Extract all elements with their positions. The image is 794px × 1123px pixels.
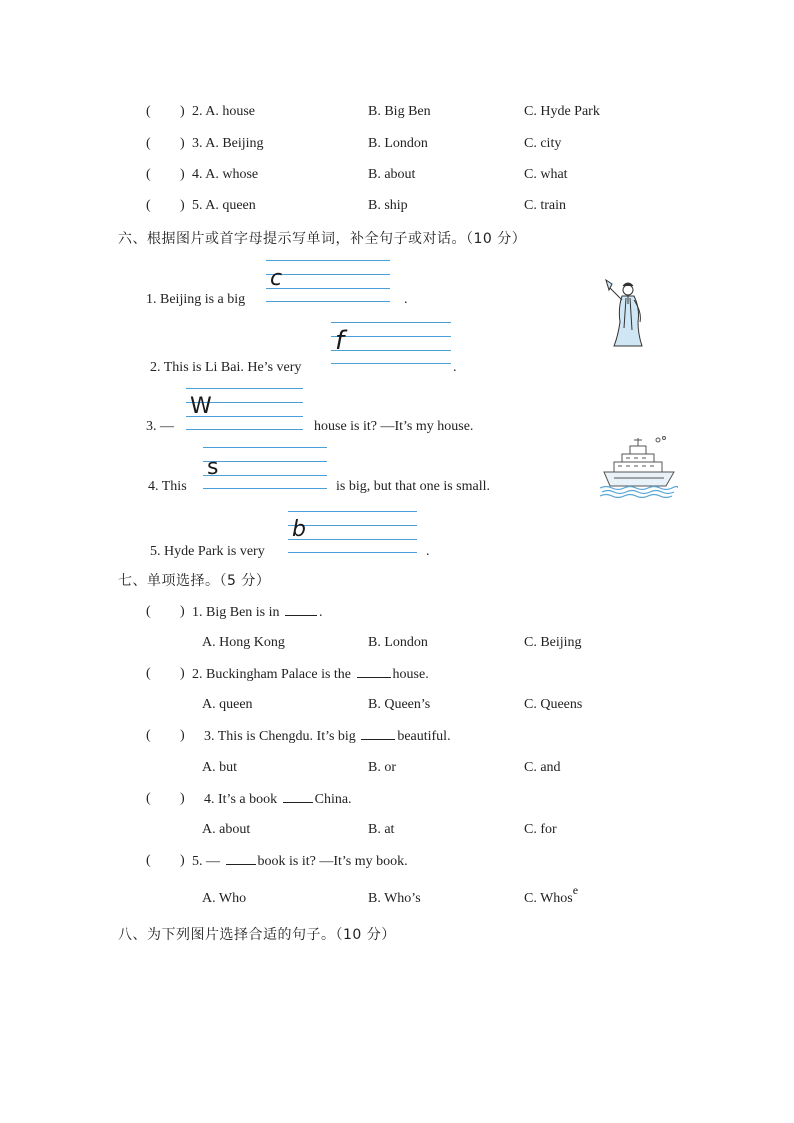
s7-q3-option-b: B. or [368, 760, 396, 775]
section-7-title: 七、单项选择。（5 分） [118, 573, 271, 589]
ship-illustration [600, 436, 678, 498]
s6-item-3-writing-lines[interactable] [186, 388, 303, 430]
s7-q4-option-b: B. at [368, 822, 395, 837]
s7-q2-answer-slot[interactable] [156, 666, 178, 682]
s7-q1-option-c [524, 635, 582, 651]
s7-q2-stem-after: house. [392, 667, 429, 682]
s7-q1-stem-after: . [319, 605, 323, 620]
s6-item-1-after: . [404, 292, 408, 307]
s7-q4-answer-slot[interactable] [156, 791, 178, 807]
s7-q3-stem [204, 728, 451, 745]
s7-q4-blank[interactable] [283, 791, 313, 803]
s7-q5-option-c [524, 883, 579, 907]
s7-q5-option-b: B. Who’s [368, 891, 421, 906]
s5-row-3-option-b: B. London [368, 136, 428, 151]
s7-q3-option-c-text: C. and [524, 760, 561, 775]
s7-q4-paren-close: ) [180, 791, 185, 806]
s7-q3-answer-slot[interactable] [156, 728, 178, 744]
s7-q3-stem-after: beautiful. [397, 729, 451, 744]
s7-q5-paren-open: ( [146, 853, 151, 868]
s6-item-2-after: . [453, 360, 457, 375]
s7-q3-paren-open: ( [146, 728, 151, 743]
s7-q4-option-c [524, 822, 557, 838]
s7-q1-stem [192, 604, 323, 621]
s6-item-3-hint-letter: W [190, 394, 212, 419]
s6-item-1-hint-letter: c [270, 266, 283, 291]
s7-q3-option-a: A. but [202, 760, 237, 775]
s6-item-4-after: is big, but that one is small. [336, 479, 490, 494]
s7-q5-answer-slot[interactable] [156, 853, 178, 869]
s6-item-4-writing-lines[interactable] [203, 447, 327, 489]
s7-q1-answer-slot[interactable] [156, 604, 178, 620]
s7-q2-stem-before: 2. Buckingham Palace is the [192, 667, 352, 682]
s5-row-5-option-c: C. train [524, 198, 566, 213]
s7-q5-option-c-text: C. Whos [524, 891, 573, 906]
section-8-title: 八、为下列图片选择合适的句子。（10 分） [118, 927, 396, 943]
s7-q5-blank[interactable] [226, 853, 256, 865]
s5-row-2-option-a: 2. A. house [192, 104, 255, 119]
s7-q2-option-c [524, 697, 582, 713]
s7-q4-stem-before: 4. It’s a book [204, 792, 278, 807]
s6-item-4-before: 4. This [148, 479, 187, 494]
s5-row-3-paren-open: ( [146, 136, 151, 151]
s7-q4-stem-after: China. [314, 792, 352, 807]
s7-q5-option-a: A. Who [202, 891, 247, 906]
s7-q1-option-c-text: C. Beijing [524, 635, 582, 650]
s5-row-2-option-c: C. Hyde Park [524, 104, 600, 119]
s7-q1-option-a: A. Hong Kong [202, 635, 285, 650]
s5-row-2-option-b: B. Big Ben [368, 104, 431, 119]
s6-item-4-hint-letter: s [207, 455, 219, 480]
s6-item-5-writing-lines[interactable] [288, 511, 417, 553]
s7-q2-paren-open: ( [146, 666, 151, 681]
s7-q5-stem-before: 5. — [192, 854, 220, 869]
s7-q1-paren-open: ( [146, 604, 151, 619]
s7-q5-stem-after: book is it? —It’s my book. [257, 854, 408, 869]
s6-item-1-before: 1. Beijing is a big [146, 292, 246, 307]
s7-q1-option-b: B. London [368, 635, 428, 650]
s5-row-4-paren-close: ) [180, 167, 185, 182]
s7-q2-option-c-text: C. Queens [524, 697, 583, 712]
s7-q3-option-c [524, 760, 561, 776]
s7-q3-blank[interactable] [361, 728, 395, 740]
s7-q4-paren-open: ( [146, 791, 151, 806]
s5-row-3-option-c: C. city [524, 136, 562, 151]
s5-row-4-option-a: 4. A. whose [192, 167, 259, 182]
s6-item-2-before: 2. This is Li Bai. He’s very [150, 360, 302, 375]
s5-row-5-option-b: B. ship [368, 198, 408, 213]
s7-q5-paren-close: ) [180, 853, 185, 868]
s5-row-4-paren-open: ( [146, 167, 151, 182]
s7-q4-option-a: A. about [202, 822, 251, 837]
s6-item-5-before: 5. Hyde Park is very [150, 544, 265, 559]
s7-q2-option-a: A. queen [202, 697, 253, 712]
s7-q3-paren-close: ) [180, 728, 185, 743]
s6-item-3-after: house is it? —It’s my house. [314, 419, 474, 434]
li-bai-poet-illustration [600, 278, 652, 350]
s6-item-5-hint-letter: b [292, 517, 306, 542]
s6-item-2-writing-lines[interactable] [331, 322, 451, 364]
s5-row-5-option-a: 5. A. queen [192, 198, 256, 213]
s7-q2-blank[interactable] [357, 666, 391, 678]
s5-row-2-paren-open: ( [146, 104, 151, 119]
s7-q2-option-b: B. Queen’s [368, 697, 431, 712]
s6-item-5-after: . [426, 544, 430, 559]
section-6-title: 六、根据图片或首字母提示写单词，补全句子或对话。（10 分） [118, 231, 527, 247]
s7-q1-stem-before: 1. Big Ben is in [192, 605, 280, 620]
s5-row-2-paren-close: ) [180, 104, 185, 119]
s7-q1-paren-close: ) [180, 604, 185, 619]
s7-q2-paren-close: ) [180, 666, 185, 681]
s5-row-5-paren-open: ( [146, 198, 151, 213]
s5-row-5-paren-close: ) [180, 198, 185, 213]
s7-q5-option-c-extra: e [572, 883, 579, 897]
s7-q1-blank[interactable] [285, 604, 317, 616]
s7-q4-stem [204, 791, 352, 808]
s7-q4-option-c-text: C. for [524, 822, 557, 837]
s6-item-1-writing-lines[interactable] [266, 260, 390, 302]
s7-q5-stem [192, 853, 408, 870]
s5-row-3-paren-close: ) [180, 136, 185, 151]
s6-item-2-hint-letter: f [335, 326, 345, 356]
s5-row-4-option-b: B. about [368, 167, 416, 182]
s7-q2-stem [192, 666, 429, 683]
s6-item-3-before: 3. — [146, 419, 174, 434]
s5-row-4-option-c: C. what [524, 167, 568, 182]
s5-row-3-option-a: 3. A. Beijing [192, 136, 264, 151]
s7-q3-stem-before: 3. This is Chengdu. It’s big [204, 729, 356, 744]
